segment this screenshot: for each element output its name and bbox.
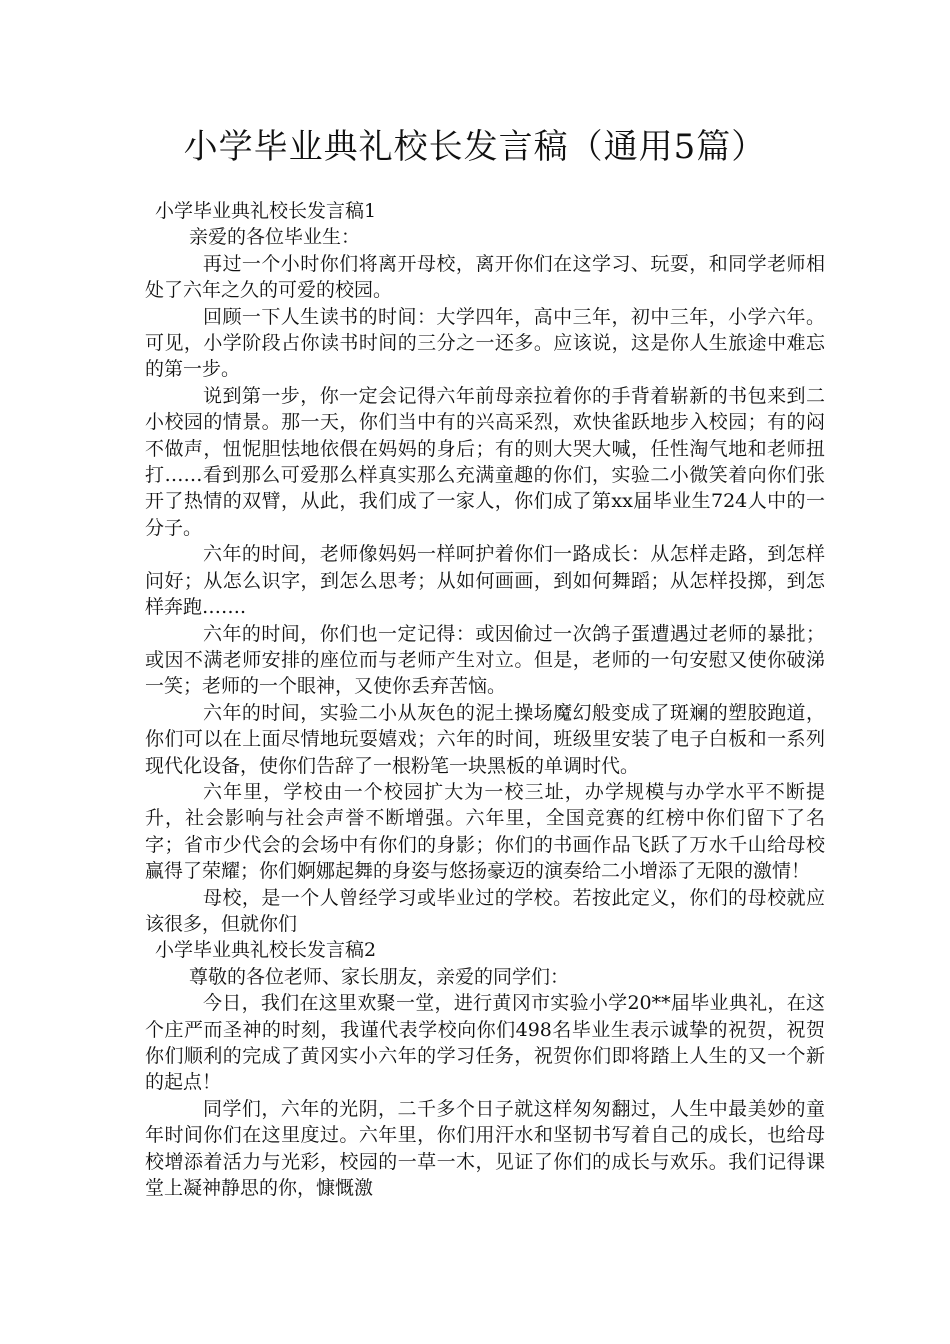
- salutation: 尊敬的各位老师、家长朋友，亲爱的同学们：: [189, 965, 570, 988]
- section-heading: 小学毕业典礼校长发言稿2: [155, 939, 377, 962]
- paragraph: 六年的时间，老师像妈妈一样呵护着你们一路成长：从怎样走路，到怎样问好；从怎么识字，到怎么思考；从如何画画，到如何舞蹈；从怎样投掷，到怎样奔跑…….: [145, 543, 825, 619]
- paragraph: 六年里，学校由一个校园扩大为一校三址，办学规模与办学水平不断提升，社会影响与社会声誉不断增强。六年里，全国竞赛的红榜中你们留下了名字；省市少代会的会场中有你们的身影；你们的书画作品飞跃了万水千山给母校赢得了荣耀；你们婀娜起舞的身姿与悠扬豪迈的演奏给二小增添了无限的激情！: [145, 780, 825, 883]
- paragraph: 六年的时间，实验二小从灰色的泥土操场魔幻般变成了斑斓的塑胶跑道，你们可以在上面尽情地玩耍嬉戏；六年的时间，班级里安装了电子白板和一系列现代化设备，使你们告辞了一根粉笔一块黑板的单调时代。: [145, 701, 825, 777]
- paragraph: 说到第一步，你一定会记得六年前母亲拉着你的手背着崭新的书包来到二小校园的情景。那一天，你们当中有的兴高采烈，欢快雀跃地步入校园；有的闷不做声，忸怩胆怯地依偎在妈妈的身后；有的则大哭大喊，任性淘气地和老师扭打……看到那么可爱那么样真实那么充满童趣的你们，实验二小微笑着向你们张开了热情的双臂，从此，我们成了一家人，你们成了第xx届毕业生724人中的一分子。: [145, 384, 825, 539]
- paragraph: 六年的时间，你们也一定记得：或因偷过一次鸽子蛋遭遇过老师的暴批；或因不满老师安排的座位而与老师产生对立。但是，老师的一句安慰又使你破涕一笑；老师的一个眼神，又使你丢弃苦恼。: [145, 622, 825, 698]
- paragraph: 回顾一下人生读书的时间：大学四年，高中三年，初中三年，小学六年。可见，小学阶段占你读书时间的三分之一还多。应该说，这是你人生旅途中难忘的第一步。: [145, 305, 825, 381]
- salutation: 亲爱的各位毕业生：: [189, 226, 361, 249]
- section-heading: 小学毕业典礼校长发言稿1: [155, 200, 377, 222]
- paragraph: 今日，我们在这里欢聚一堂，进行黄冈市实验小学20**届毕业典礼，在这个庄严而圣神的时刻，我谨代表学校向你们498名毕业生表示诚挚的祝贺，祝贺你们顺利的完成了黄冈实小六年的学习任务，祝贺你们即将踏上人生的又一个新的起点！: [145, 992, 825, 1094]
- paragraph: 同学们，六年的光阴，二千多个日子就这样匆匆翻过，人生中最美妙的童年时间你们在这里度过。六年里，你们用汗水和坚韧书写着自己的成长，也给母校增添着活力与光彩，校园的一草一木，见证了你们的成长与欢乐。我们记得课堂上凝神静思的你，慷慨激: [145, 1097, 825, 1200]
- paragraph: 母校，是一个人曾经学习或毕业过的学校。若按此定义，你们的母校就应该很多，但就你们: [145, 886, 825, 935]
- paragraph: 再过一个小时你们将离开母校，离开你们在这学习、玩耍，和同学老师相处了六年之久的可爱的校园。: [145, 252, 825, 302]
- document-title: 小学毕业典礼校长发言稿（通用5篇）: [183, 127, 767, 167]
- document-body: [145, 198, 825, 1201]
